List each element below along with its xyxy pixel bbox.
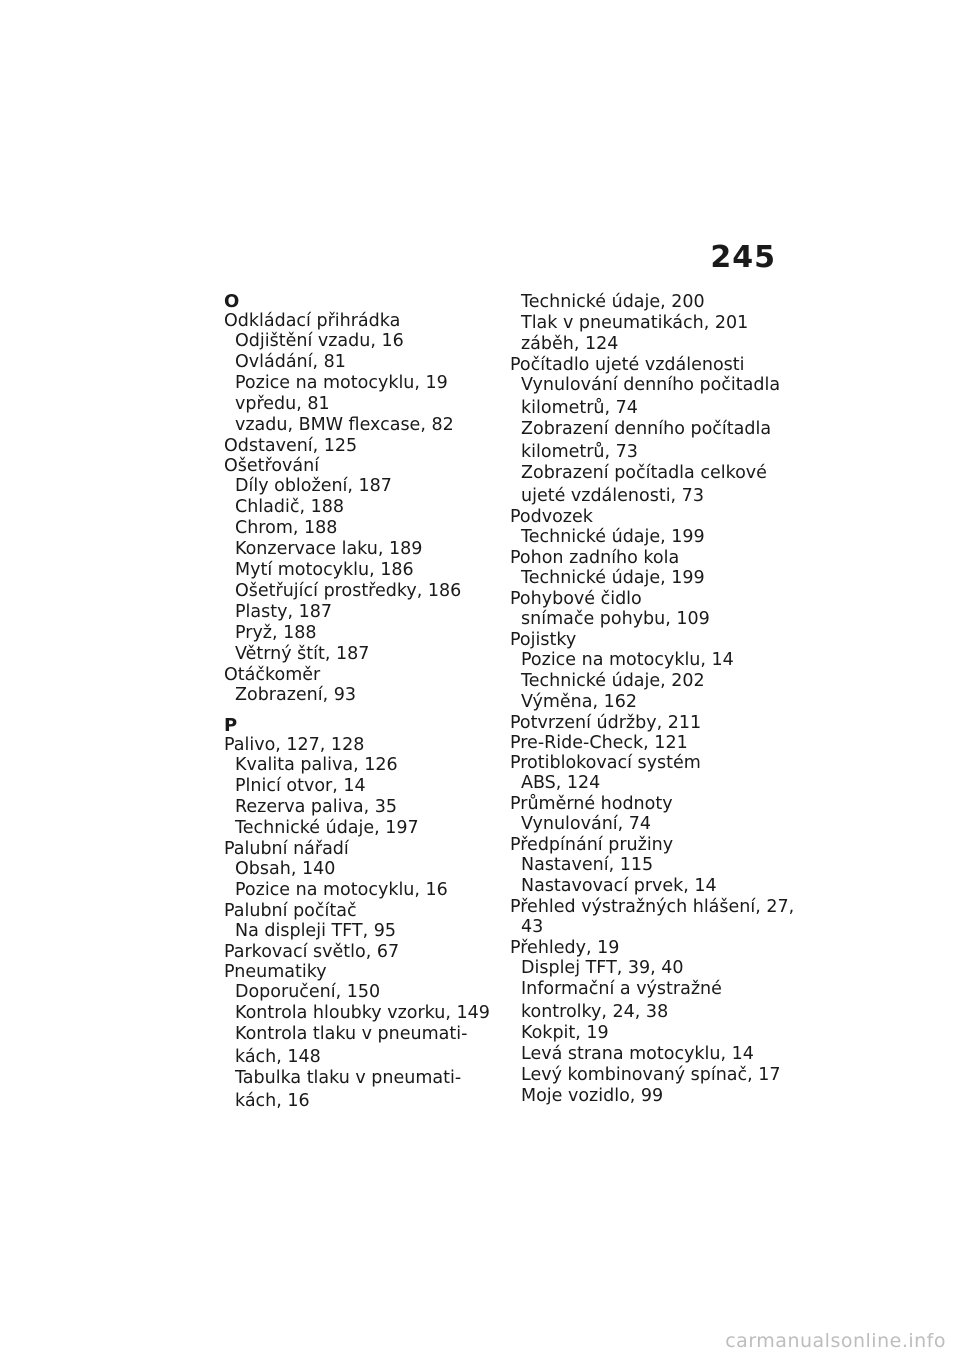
- index-subentry: Tlak v pneumatikách, 201: [521, 313, 749, 333]
- index-subentry: Vynulování denního počitadla: [521, 375, 781, 395]
- index-subentry: Technické údaje, 199: [521, 527, 705, 547]
- index-subentry: Díly obložení, 187: [235, 476, 392, 496]
- index-subentry: Kokpit, 19: [521, 1023, 609, 1043]
- index-subentry: Chrom, 188: [235, 518, 338, 538]
- index-subentry: Mytí motocyklu, 186: [235, 560, 414, 580]
- index-subentry: Pryž, 188: [235, 623, 317, 643]
- index-subentry: Zobrazení, 93: [235, 685, 357, 705]
- index-subentry: Moje vozidlo, 99: [521, 1086, 664, 1106]
- index-subentry: záběh, 124: [521, 334, 619, 354]
- index-subentry: kách, 16: [235, 1091, 310, 1111]
- index-letter-heading: O: [224, 291, 240, 312]
- index-entry: Protiblokovací systém: [510, 753, 701, 773]
- page-number: 245: [710, 240, 776, 275]
- index-entry: Odstavení, 125: [224, 436, 358, 456]
- index-subentry: Displej TFT, 39, 40: [521, 958, 684, 978]
- index-entry: Přehledy, 19: [510, 938, 620, 958]
- index-subentry: Informační a výstražné: [521, 979, 722, 999]
- index-entry: Palubní počítač: [224, 901, 357, 921]
- index-entry: Parkovací světlo, 67: [224, 942, 400, 962]
- index-entry: Pre-Ride-Check, 121: [510, 733, 688, 753]
- index-subentry: Zobrazení denního počítadla: [521, 419, 772, 439]
- index-entry: Palubní nářadí: [224, 839, 349, 859]
- index-subentry: Zobrazení počítadla celkové: [521, 463, 767, 483]
- index-subentry: ABS, 124: [521, 773, 601, 793]
- index-column-left: [224, 292, 494, 1112]
- index-subentry: Kvalita paliva, 126: [235, 755, 398, 775]
- index-entry: Pohybové čidlo: [510, 589, 642, 609]
- index-entry: Předpínání pružiny: [510, 835, 674, 855]
- index-entry: Pojistky: [510, 630, 577, 650]
- index-entry: Počítadlo ujeté vzdálenosti: [510, 355, 745, 375]
- index-entry: Přehled výstražných hlášení, 27,: [510, 897, 795, 917]
- index-subentry: Doporučení, 150: [235, 982, 381, 1002]
- index-subentry: Technické údaje, 197: [235, 818, 419, 838]
- index-entry: Otáčkoměr: [224, 665, 321, 685]
- index-subentry: Odjištění vzadu, 16: [235, 331, 404, 351]
- index-entry: Palivo, 127, 128: [224, 735, 365, 755]
- index-subentry: ujeté vzdálenosti, 73: [521, 486, 704, 506]
- index-subentry: Větrný štít, 187: [235, 644, 370, 664]
- index-entry: Odkládací přihrádka: [224, 311, 401, 331]
- index-subentry: Kontrola tlaku v pneumati-: [235, 1024, 468, 1044]
- index-subentry: snímače pohybu, 109: [521, 609, 710, 629]
- index-entry: Pohon zadního kola: [510, 548, 680, 568]
- index-letter-heading: P: [224, 715, 238, 736]
- index-subentry: Tabulka tlaku v pneumati-: [235, 1068, 462, 1088]
- index-subentry: Obsah, 140: [235, 859, 336, 879]
- index-subentry: Pozice na motocyklu, 19: [235, 373, 448, 393]
- index-subentry: Technické údaje, 202: [521, 671, 705, 691]
- index-subentry: Chladič, 188: [235, 497, 345, 517]
- index-subentry: vzadu, BMW flexcase, 82: [235, 415, 454, 435]
- index-column-right: [510, 292, 795, 1107]
- index-subentry: vpředu, 81: [235, 394, 330, 414]
- index-subentry: Na displeji TFT, 95: [235, 921, 397, 941]
- index-subentry: kilometrů, 73: [521, 442, 638, 462]
- index-subentry: Technické údaje, 199: [521, 568, 705, 588]
- index-subentry: Technické údaje, 200: [521, 292, 705, 312]
- index-subentry: Levý kombinovaný spínač, 17: [521, 1065, 781, 1085]
- index-subentry: Pozice na motocyklu, 16: [235, 880, 448, 900]
- index-entry: Průměrné hodnoty: [510, 794, 673, 814]
- index-subentry: Nastavení, 115: [521, 855, 654, 875]
- index-entry: Potvrzení údržby, 211: [510, 713, 702, 733]
- index-subentry: Kontrola hloubky vzorku, 149: [235, 1003, 490, 1023]
- index-subentry: Levá strana motocyklu, 14: [521, 1044, 754, 1064]
- index-subentry: Plnicí otvor, 14: [235, 776, 366, 796]
- index-subentry: 43: [521, 917, 544, 937]
- index-subentry: Pozice na motocyklu, 14: [521, 650, 734, 670]
- index-subentry: Ošetřující prostředky, 186: [235, 581, 462, 601]
- index-subentry: Nastavovací prvek, 14: [521, 876, 717, 896]
- index-subentry: kilometrů, 74: [521, 398, 638, 418]
- watermark: carmanualsonline.info: [725, 1330, 946, 1352]
- index-entry: Pneumatiky: [224, 962, 327, 982]
- index-subentry: Výměna, 162: [521, 692, 638, 712]
- index-subentry: kontrolky, 24, 38: [521, 1002, 669, 1022]
- index-subentry: Konzervace laku, 189: [235, 539, 423, 559]
- index-subentry: Plasty, 187: [235, 602, 333, 622]
- index-subentry: kách, 148: [235, 1047, 321, 1067]
- index-entry: Ošetřování: [224, 456, 320, 476]
- index-subentry: Rezerva paliva, 35: [235, 797, 397, 817]
- index-subentry: Ovládání, 81: [235, 352, 346, 372]
- index-entry: Podvozek: [510, 507, 593, 527]
- index-subentry: Vynulování, 74: [521, 814, 652, 834]
